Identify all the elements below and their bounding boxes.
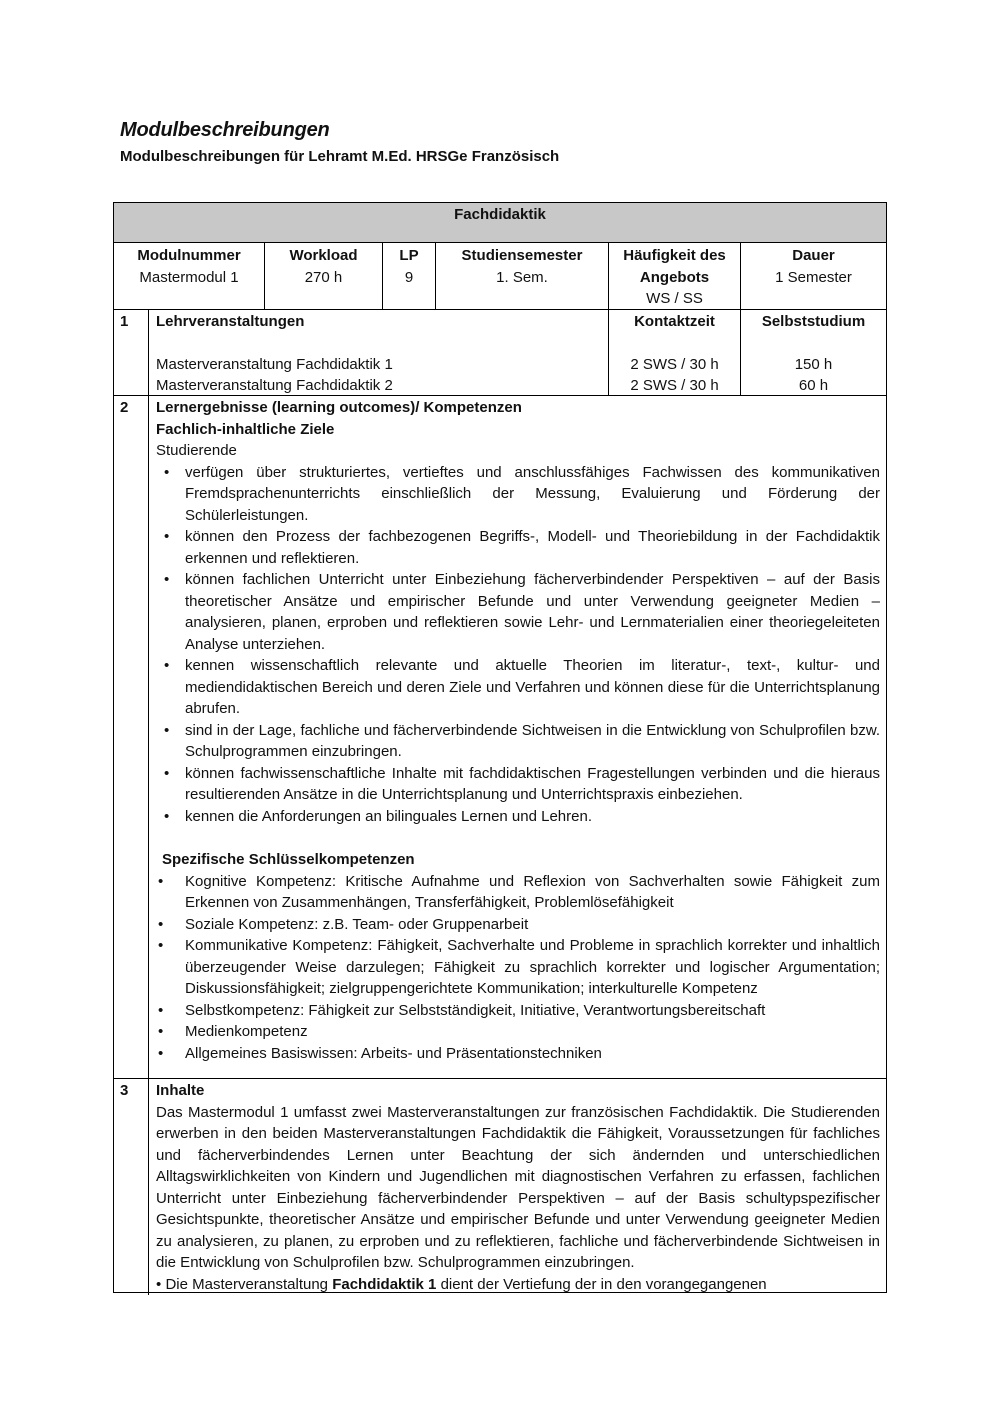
list-item: • können den Prozess der fachbezogenen Begriffs-, Modell- und Theoriebildung in der Fachdidaktik erkennen und reflektieren. xyxy=(164,528,880,567)
courses-column xyxy=(149,310,609,395)
list-item: • Selbstkompetenz: Fähigkeit zur Selbstständigkeit, Initiative, Verantwortungsbereitschaft xyxy=(158,1001,766,1019)
list-item: • Kognitive Kompetenz: Kritische Aufnahme und Reflexion von Sachverhalten sowie Fähigkeit zum Erkennen von Zusammenhängen, Transferfähigkeit, Problemlösefähigkeit xyxy=(158,872,880,911)
list-item: • Allgemeines Basiswissen: Arbeits- und Präsentationstechniken xyxy=(158,1044,602,1062)
module-info-row xyxy=(114,243,886,310)
semester-cell xyxy=(436,243,609,309)
list-item: • verfügen über strukturiertes, vertieftes und anschlussfähiges Fachwissen des kommunikativen Fremdsprachenunterrichts einschließlich der Messung, Evaluierung und Förderung der Schülerleistungen. xyxy=(164,463,880,524)
lp-label: LP xyxy=(399,247,419,264)
contact-time-column xyxy=(609,310,741,395)
frequency-label-2: Angebots xyxy=(639,268,710,286)
list-item: • können fachlichen Unterricht unter Einbeziehung fächerverbindender Perspektiven – auf der Basis theoretischer Ansätze und empirischer Befunde und unter Verwendung geeigneter Medien – analysieren, planen, erproben und reflektieren sowie Lehr- und Lernmaterialien einer theoriegeleiteten Analyse unterziehen. xyxy=(164,571,880,653)
list-item: • Medienkompetenz xyxy=(158,1023,308,1040)
list-item: • Soziale Kompetenz: z.B. Team- oder Gruppenarbeit xyxy=(158,915,529,933)
section-title: Lehrveranstaltungen xyxy=(156,313,305,330)
duration-cell xyxy=(741,243,886,309)
list-item: • sind in der Lage, fachliche und fächerverbindende Sichtweisen in die Entwicklung von Schulprofilen bzw. Schulprogrammen einzubringen. xyxy=(164,721,880,760)
duration-value: 1 Semester xyxy=(775,268,852,286)
section-subtitle: Fachlich-inhaltliche Ziele xyxy=(156,420,335,438)
self-study-value: 150 h xyxy=(794,355,833,373)
list-item: • können fachwissenschaftliche Inhalte mit fachdidaktischen Fragestellungen verbinden und die hieraus resultierenden Ansätze in die Unterrichtsplanung und Unterrichtspraxis einbeziehen. xyxy=(164,764,880,803)
page-header xyxy=(120,119,559,165)
frequency-value: WS / SS xyxy=(646,290,703,307)
section-learning-outcomes xyxy=(114,396,886,1079)
module-table xyxy=(113,202,887,1293)
module-number-label: Modulnummer xyxy=(137,247,241,264)
self-study-column xyxy=(741,310,886,395)
contact-time-label: Kontaktzeit xyxy=(634,313,715,330)
bullet-icon: • xyxy=(156,1275,162,1293)
contents-paragraph: Das Mastermodul 1 umfasst zwei Masterveranstaltungen zur französischen Fachdidaktik. Die Studierenden erwerben in den beiden Masterveranstaltungen Fachdidaktik die Fähigkeit, Voraussetzungen für fachliches und fächerverbindendes Lernen unter Beachtung der sich ändernden und unterschiedlichen Alltagswirklichkeiten von Kindern und Jugendlichen mit diagnostischen Verfahren zu erfassen, fachlichen Unterricht unter Einbeziehung fächerverbindender Perspektiven – auf der Basis schultypspezifischer Gesichtspunkte, theoretischer Ansätze und empirischer Befunde und unter Verwendung geeigneter Medien zu analysieren, zu planen, zu erproben und zu reflektieren, fachliche und fächerverbindende Sichtweisen in die Entwicklung von Schulprofilen bzw. Schulprogrammen einzubringen. xyxy=(156,1103,880,1271)
key-skills-title: Spezifische Schlüsselkompetenzen xyxy=(162,851,415,868)
section-contents xyxy=(114,1079,886,1295)
workload-value: 270 h xyxy=(304,268,343,286)
duration-label: Dauer xyxy=(792,247,835,264)
course-name: Masterveranstaltung Fachdidaktik 1 xyxy=(156,355,393,373)
list-item: • Kommunikative Kompetenz: Fähigkeit, Sachverhalte und Probleme in sprachlich korrekter und inhaltlich überzeugender Weise darzulegen; Fähigkeit zu sprachlich korrekter und logischer Argumentation; Diskussionsfähigkeit; zielgruppengerichtete Kommunikation; interkulturelle Kompetenz xyxy=(158,937,880,997)
section-number: 3 xyxy=(114,1079,149,1295)
list-item: • kennen die Anforderungen an bilinguales Lernen und Lehren. xyxy=(164,807,592,825)
section-title: Lernergebnisse (learning outcomes)/ Kompetenzen xyxy=(156,399,522,416)
section-number: 2 xyxy=(114,396,149,1078)
section-intro: Studierende xyxy=(156,442,237,459)
module-number-cell xyxy=(114,243,265,309)
self-study-label: Selbststudium xyxy=(761,313,866,330)
course-name: Masterveranstaltung Fachdidaktik 2 xyxy=(156,377,393,394)
table-heading: Fachdidaktik xyxy=(114,203,886,243)
contact-time-value: 2 SWS / 30 h xyxy=(630,355,719,373)
document-subtitle: Modulbeschreibungen für Lehramt M.Ed. HRSGe Französisch xyxy=(120,148,560,165)
workload-label: Workload xyxy=(289,247,358,264)
workload-cell xyxy=(265,243,383,309)
contact-time-value: 2 SWS / 30 h xyxy=(630,377,719,394)
frequency-cell xyxy=(609,243,741,309)
document-title: Modulbeschreibungen xyxy=(120,119,330,141)
list-item: • kennen wissenschaftlich relevante und aktuelle Theorien im literatur-, text-, kultur- und mediendidaktischen Bereich und deren Ziele und Verfahren und können diese für die Unterrichtsplanung abrufen. xyxy=(164,657,880,717)
semester-value: 1. Sem. xyxy=(496,268,548,286)
key-skills-list xyxy=(156,871,880,1065)
contents-bullet: • Die Masterveranstaltung Fachdidaktik 1 dient der Vertiefung der in den vorangegangenen xyxy=(156,1275,767,1293)
semester-label: Studiensemester xyxy=(461,247,583,264)
frequency-label-1: Häufigkeit des xyxy=(623,247,726,264)
section-title: Inhalte xyxy=(156,1082,205,1099)
module-number-value: Mastermodul 1 xyxy=(139,268,239,286)
section-courses xyxy=(114,310,886,396)
self-study-value: 60 h xyxy=(798,377,829,394)
lp-value: 9 xyxy=(404,268,414,286)
goals-list xyxy=(156,462,880,828)
section-number: 1 xyxy=(114,310,149,395)
lp-cell xyxy=(383,243,436,309)
